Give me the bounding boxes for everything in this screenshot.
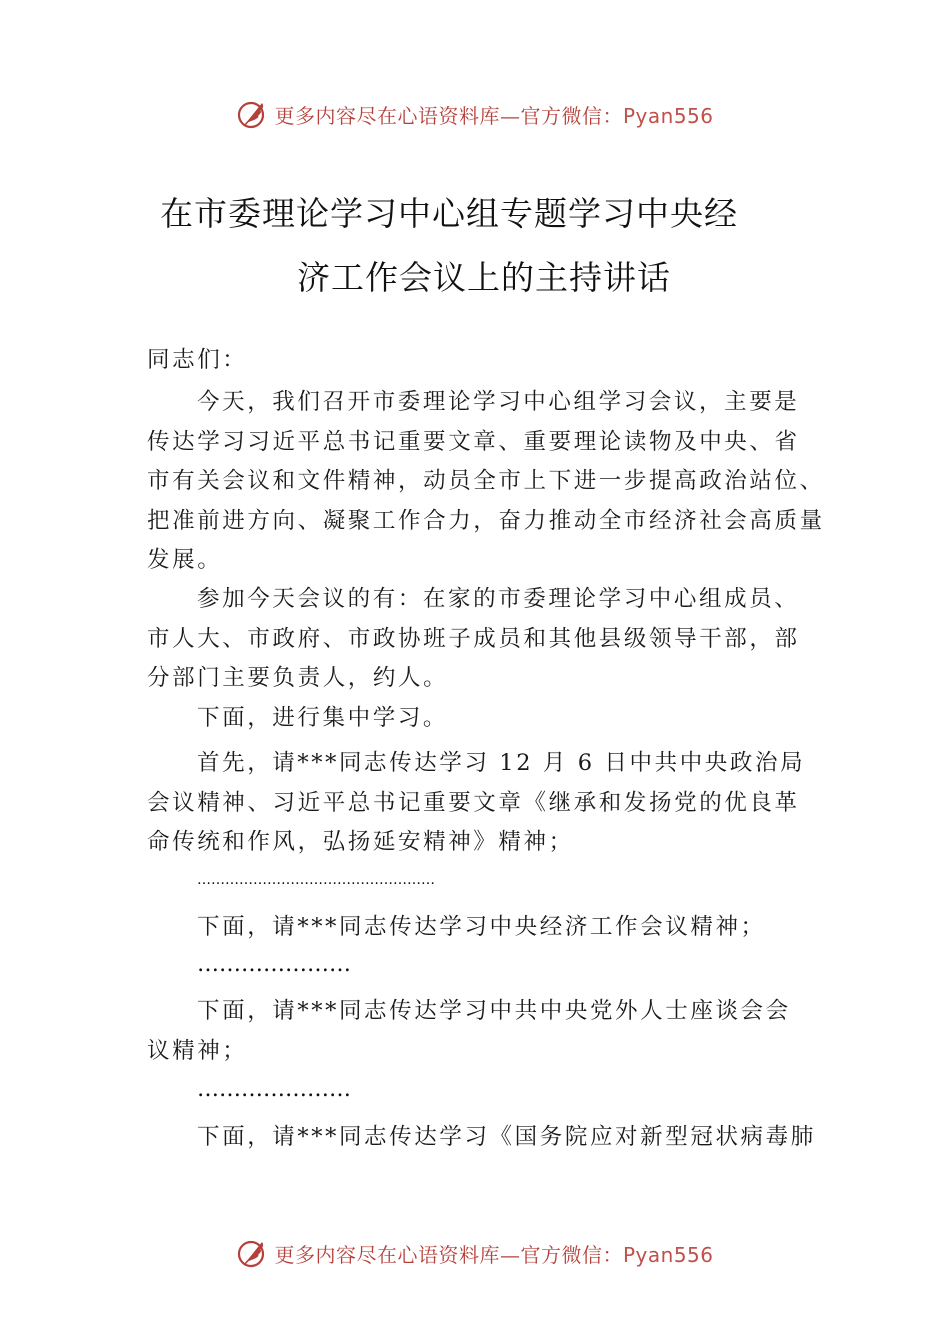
salutation: 同志们： <box>147 347 248 373</box>
paragraph-3: 下面，进行集中学习。 <box>197 705 449 731</box>
ellipsis-separator-3: ………………… <box>197 1077 351 1102</box>
paragraph-2: 参加今天会议的有：在家的市委理论学习中心组成员、 市人大、市政府、市政协班子成员和其他县级领导干部，部 分部门主要负责人，约人。 <box>147 586 800 691</box>
watermark-account: Pyan556 <box>622 1242 714 1267</box>
paragraph-1: 今天，我们召开市委理论学习中心组学习会议，主要是 传达学习习近平总书记重要文章、重要理论读物及中央、省 市有关会议和文件精神，动员全市上下进一步提高政治站位、 把准前进方向、凝聚工作合力，奋力推动全市经济社会高质量 发展。 <box>147 389 825 573</box>
watermark-text: 更多内容尽在心语资料库—官方微信：Pyan556 <box>274 103 714 128</box>
document-title-line-2: 济工作会议上的主持讲话 <box>297 258 671 297</box>
feather-pen-circle-icon <box>236 97 270 131</box>
watermark-account: Pyan556 <box>622 103 714 128</box>
paragraph-6: 下面，请***同志传达学习中共中央党外人士座谈会会 议精神； <box>147 998 791 1064</box>
paragraph-7: 下面，请***同志传达学习《国务院应对新型冠状病毒肺 <box>197 1124 816 1150</box>
ellipsis-separator-2: ………………… <box>197 952 351 977</box>
watermark-text: 更多内容尽在心语资料库—官方微信：Pyan556 <box>274 1242 714 1267</box>
paragraph-5: 下面，请***同志传达学习中央经济工作会议精神； <box>197 914 766 940</box>
watermark-banner-bottom <box>0 1233 950 1273</box>
watermark-banner-top <box>0 94 950 134</box>
paragraph-4: 首先，请***同志传达学习 12 月 6 日中共中央政治局 会议精神、习近平总书记重要文章《继承和发扬党的优良革 命传统和作风，弘扬延安精神》精神； <box>147 750 806 855</box>
feather-pen-circle-icon <box>236 1236 270 1270</box>
ellipsis-separator-1: …………………………………………… <box>197 872 435 888</box>
document-title-line-1: 在市委理论学习中心组专题学习中央经 <box>160 194 738 233</box>
